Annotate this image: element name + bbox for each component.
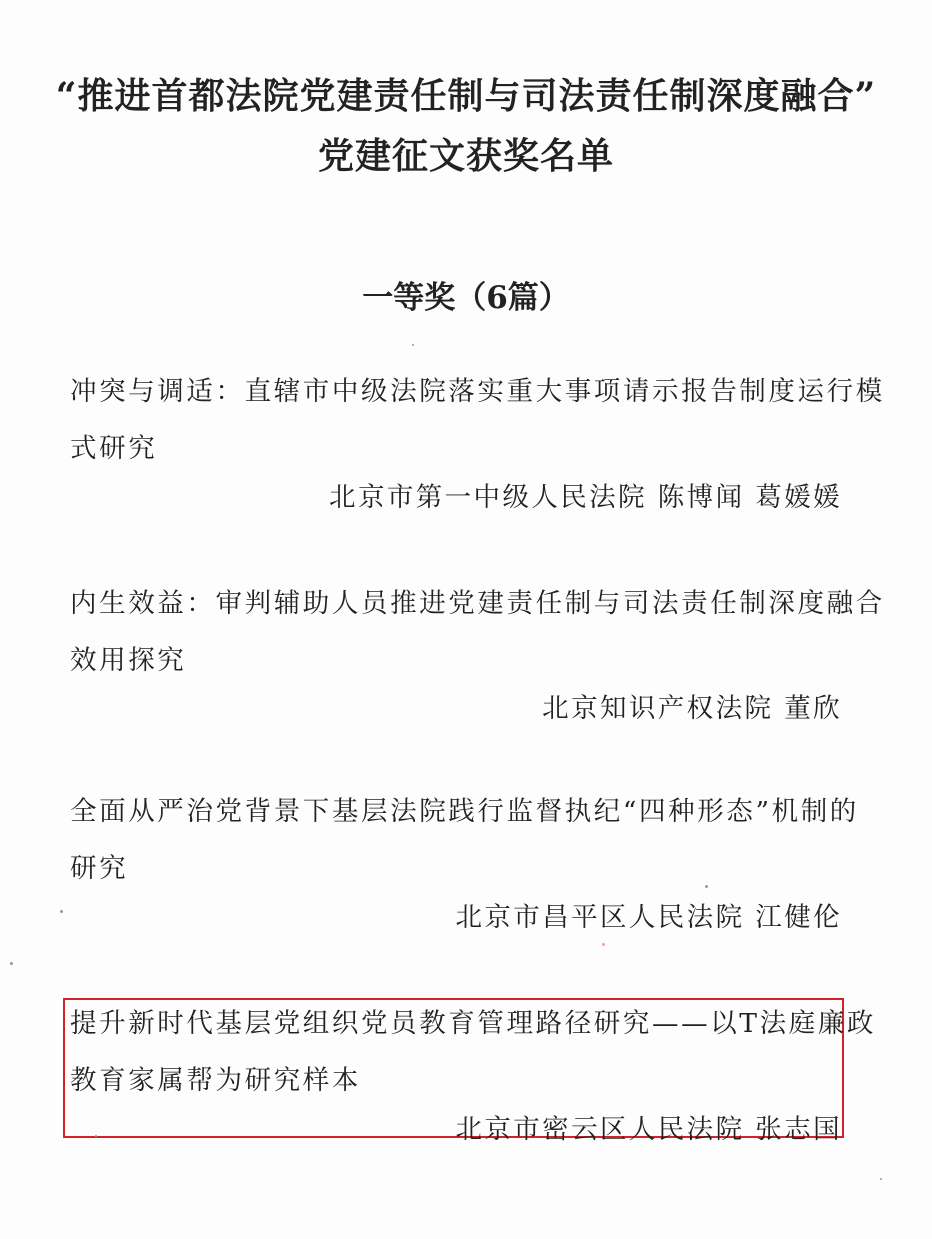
entry-title-line-2: 教育家属帮为研究样本 <box>70 1065 361 1096</box>
document-title-line-1: “推进首都法院党建责任制与司法责任制深度融合” <box>55 75 877 117</box>
award-section-heading: 一等奖（6篇） <box>362 280 570 316</box>
scan-speck <box>412 344 414 346</box>
entry-title <box>70 363 885 477</box>
scan-speck <box>705 885 708 888</box>
entry-title <box>70 783 870 897</box>
scan-speck <box>10 962 13 965</box>
entry-title-line-1: 内生效益：审判辅助人员推进党建责任制与司法责任制深度融合 <box>70 588 885 619</box>
entry-title <box>70 575 885 689</box>
entry-author: 北京市密云区人民法院 张志国 <box>455 1114 842 1145</box>
entry-author: 北京知识产权法院 董欣 <box>542 693 842 724</box>
entry-title-line-1: 提升新时代基层党组织党员教育管理路径研究——以T法庭廉政 <box>70 1008 876 1039</box>
entry-author: 北京市昌平区人民法院 江健伦 <box>455 902 842 933</box>
scan-speck <box>880 1178 882 1180</box>
entry-title-line-2: 研究 <box>70 853 129 884</box>
entry-title-line-1: 冲突与调适：直辖市中级法院落实重大事项请示报告制度运行模 <box>70 376 885 407</box>
document-title-line-2: 党建征文获奖名单 <box>317 135 614 177</box>
entry-title-line-2: 效用探究 <box>70 645 187 676</box>
entry-title <box>70 995 876 1109</box>
scan-speck <box>95 1135 97 1137</box>
entry-title-line-1: 全面从严治党背景下基层法院践行监督执纪“四种形态”机制的 <box>70 796 859 827</box>
entry-author: 北京市第一中级人民法院 陈博闻 葛媛媛 <box>329 482 842 513</box>
scan-speck <box>60 910 63 913</box>
scan-speck <box>602 943 605 946</box>
entry-title-line-2: 式研究 <box>70 433 158 464</box>
